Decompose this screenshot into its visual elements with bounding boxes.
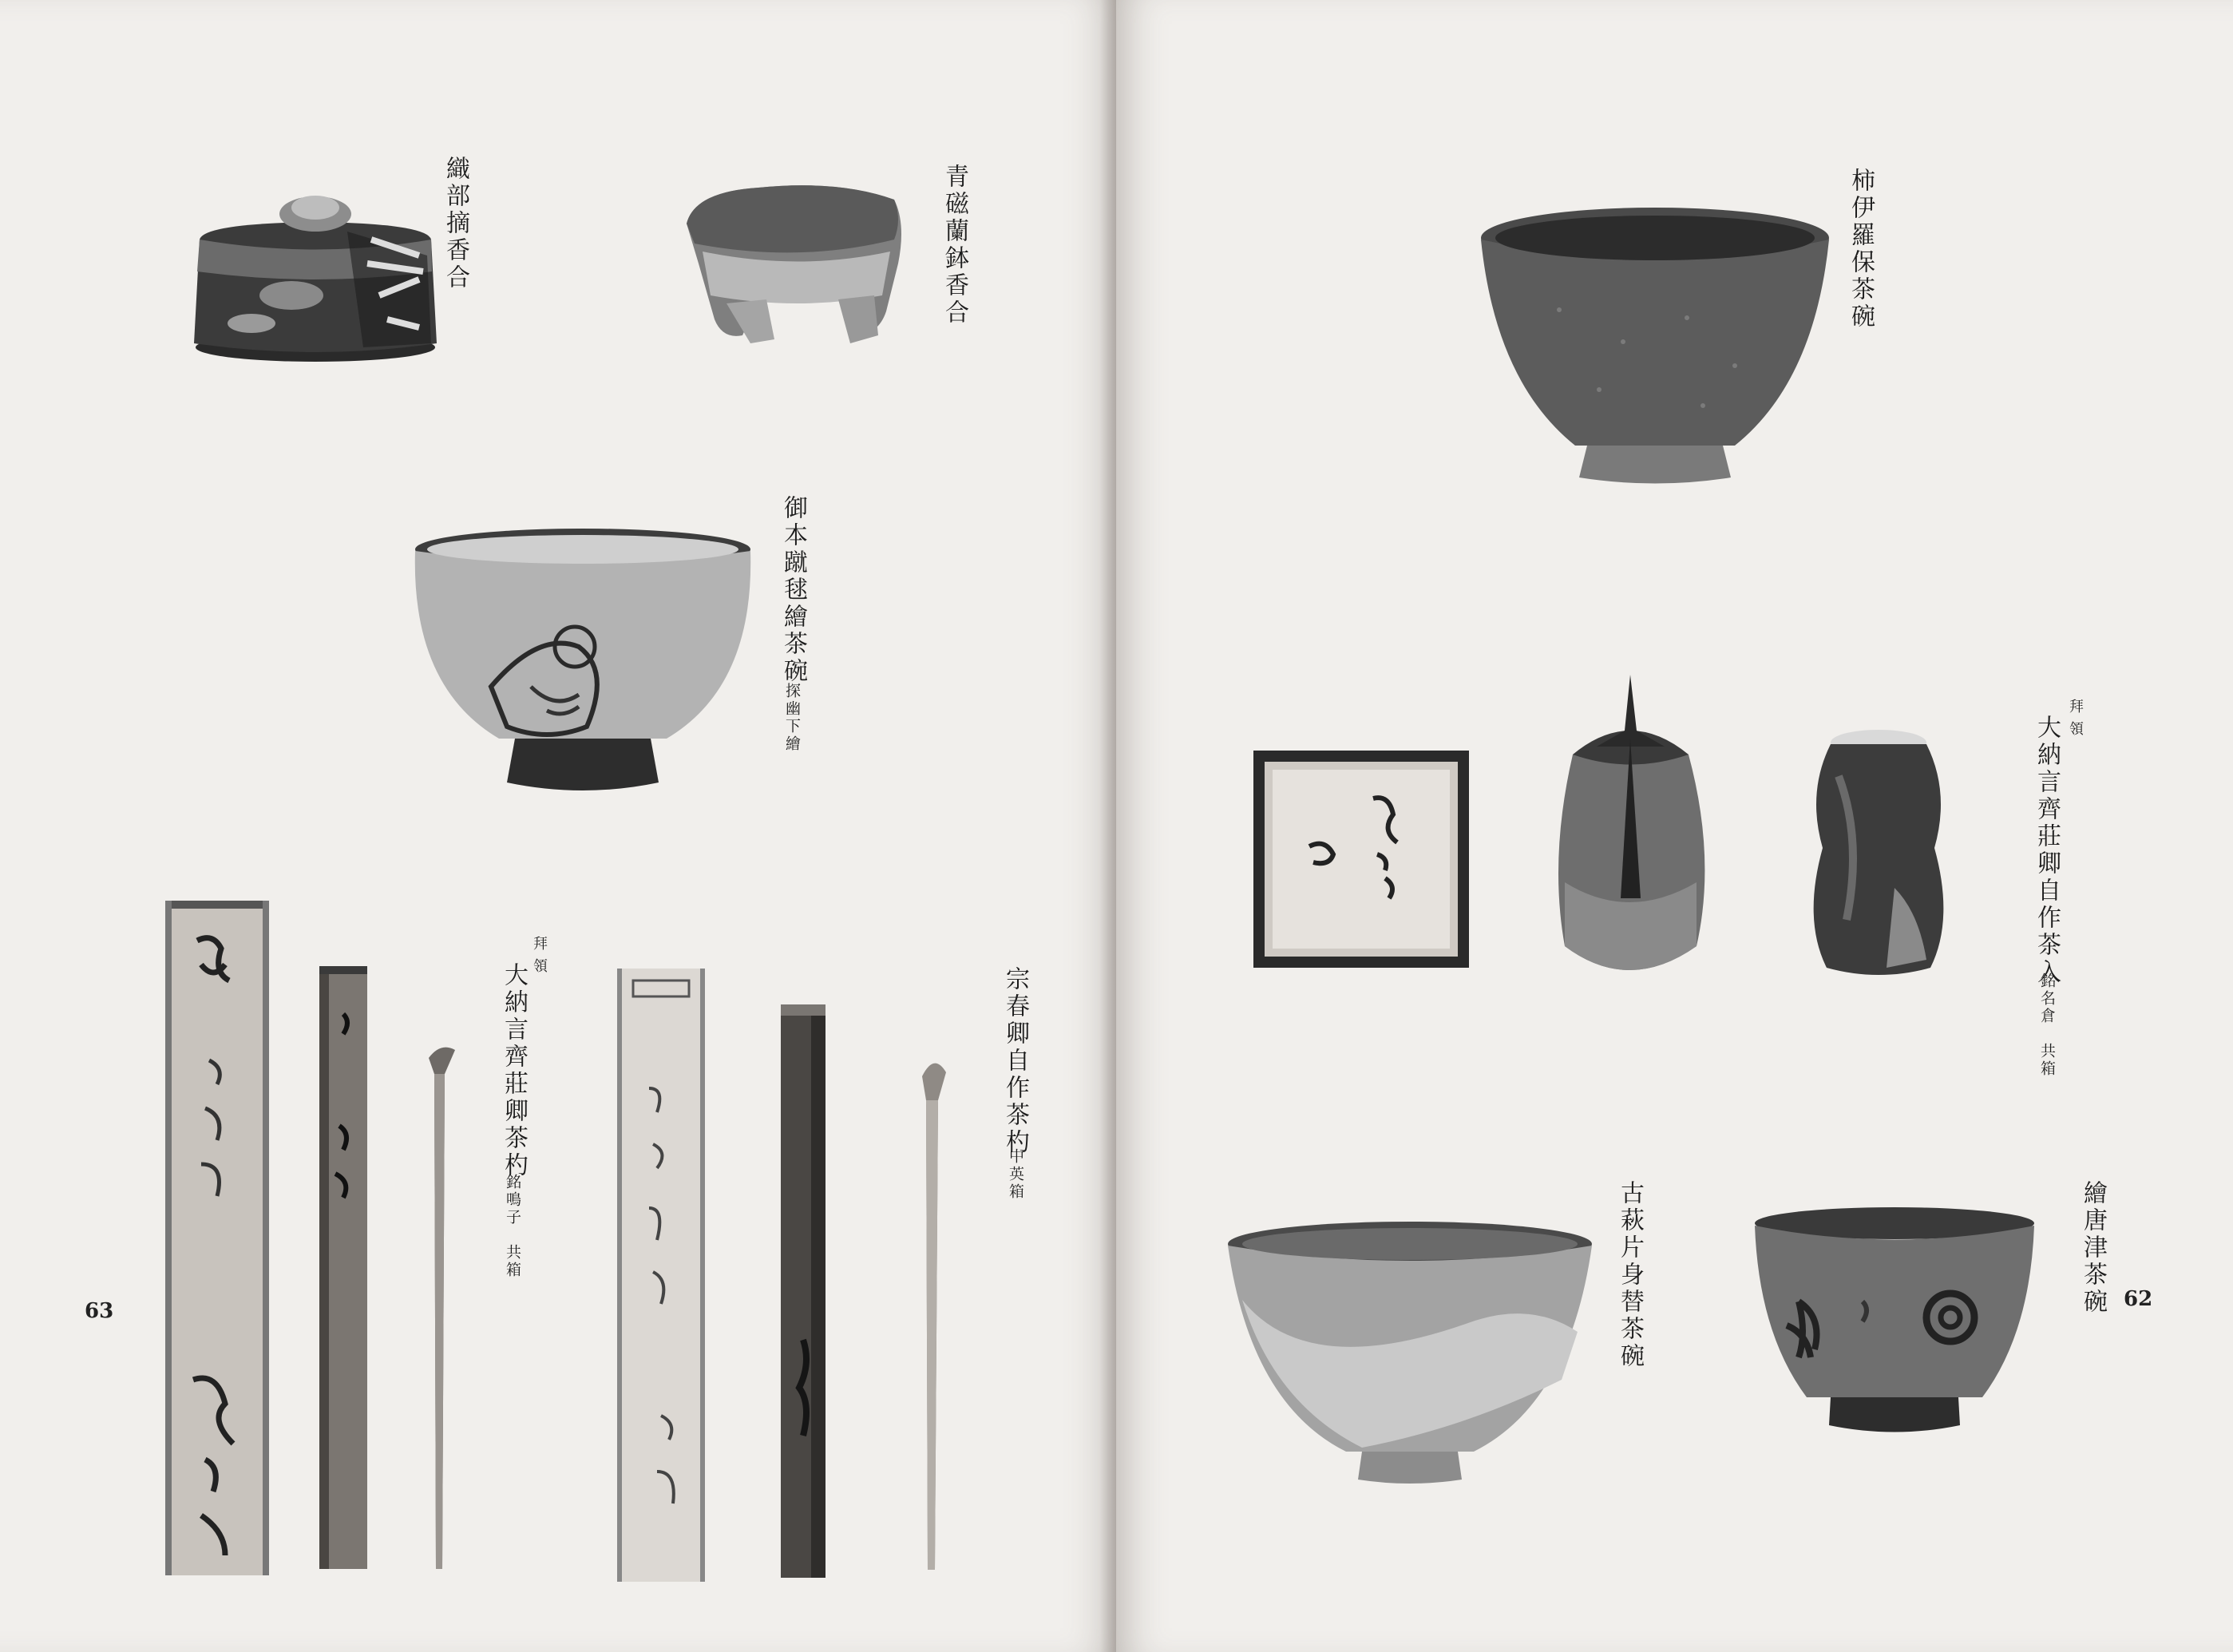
right-page <box>1116 0 2233 1652</box>
celadon-caption: 青磁蘭鉢香合 <box>940 164 968 327</box>
gohon-tea-bowl-photo <box>411 527 754 798</box>
page-number-left: 63 <box>85 1299 114 1323</box>
chashaku2-note: 中英箱 <box>1007 1148 1024 1201</box>
ko-hagi-bowl-photo <box>1226 1220 1594 1492</box>
chashaku1-head: 拜領 <box>531 936 548 981</box>
chaire-caption: 大納言齊莊卿自作茶入 <box>2033 715 2061 986</box>
e-karatsu-bowl-photo <box>1751 1206 2038 1437</box>
chaire-shifuku-pouch-photo <box>1541 659 1720 986</box>
chashaku2-scoop-photo <box>914 1052 948 1570</box>
oribe-caption: 織部摘香合 <box>441 156 469 291</box>
chaire-head: 拜領 <box>2067 699 2084 743</box>
celadon-incense-box-photo <box>679 176 910 351</box>
chaire-note: 銘名倉 共箱 <box>2038 973 2056 1078</box>
chaire-tea-caddy-photo <box>1807 728 1950 977</box>
gohon-note: 探幽下繪 <box>783 683 801 753</box>
chashaku2-box-lid-photo <box>617 969 705 1582</box>
kaki-irabo-bowl-photo <box>1479 206 1831 485</box>
chashaku1-scoop-photo <box>425 1042 457 1569</box>
chashaku2-caption: 宗春卿自作茶杓 <box>1001 966 1029 1156</box>
page-number-right: 62 <box>2124 1287 2153 1311</box>
chashaku1-box-lid-photo <box>165 901 269 1575</box>
gohon-caption: 御本蹴毬繪茶碗 <box>779 495 807 685</box>
oribe-incense-box-photo <box>188 184 443 367</box>
left-page <box>0 0 1116 1652</box>
chashaku1-note: 銘鳴子 共箱 <box>504 1174 521 1279</box>
ko-hagi-caption: 古萩片身替茶碗 <box>1616 1180 1644 1370</box>
chashaku1-bamboo-tube-photo <box>319 966 367 1569</box>
chashaku1-caption: 大納言齊莊卿茶杓 <box>500 962 528 1179</box>
chaire-box-lid-photo <box>1253 751 1469 968</box>
e-karatsu-caption: 繪唐津茶碗 <box>2079 1180 2107 1316</box>
kaki-irabo-caption: 柿伊羅保茶碗 <box>1847 168 1875 331</box>
chashaku2-bamboo-tube-photo <box>781 1004 825 1578</box>
